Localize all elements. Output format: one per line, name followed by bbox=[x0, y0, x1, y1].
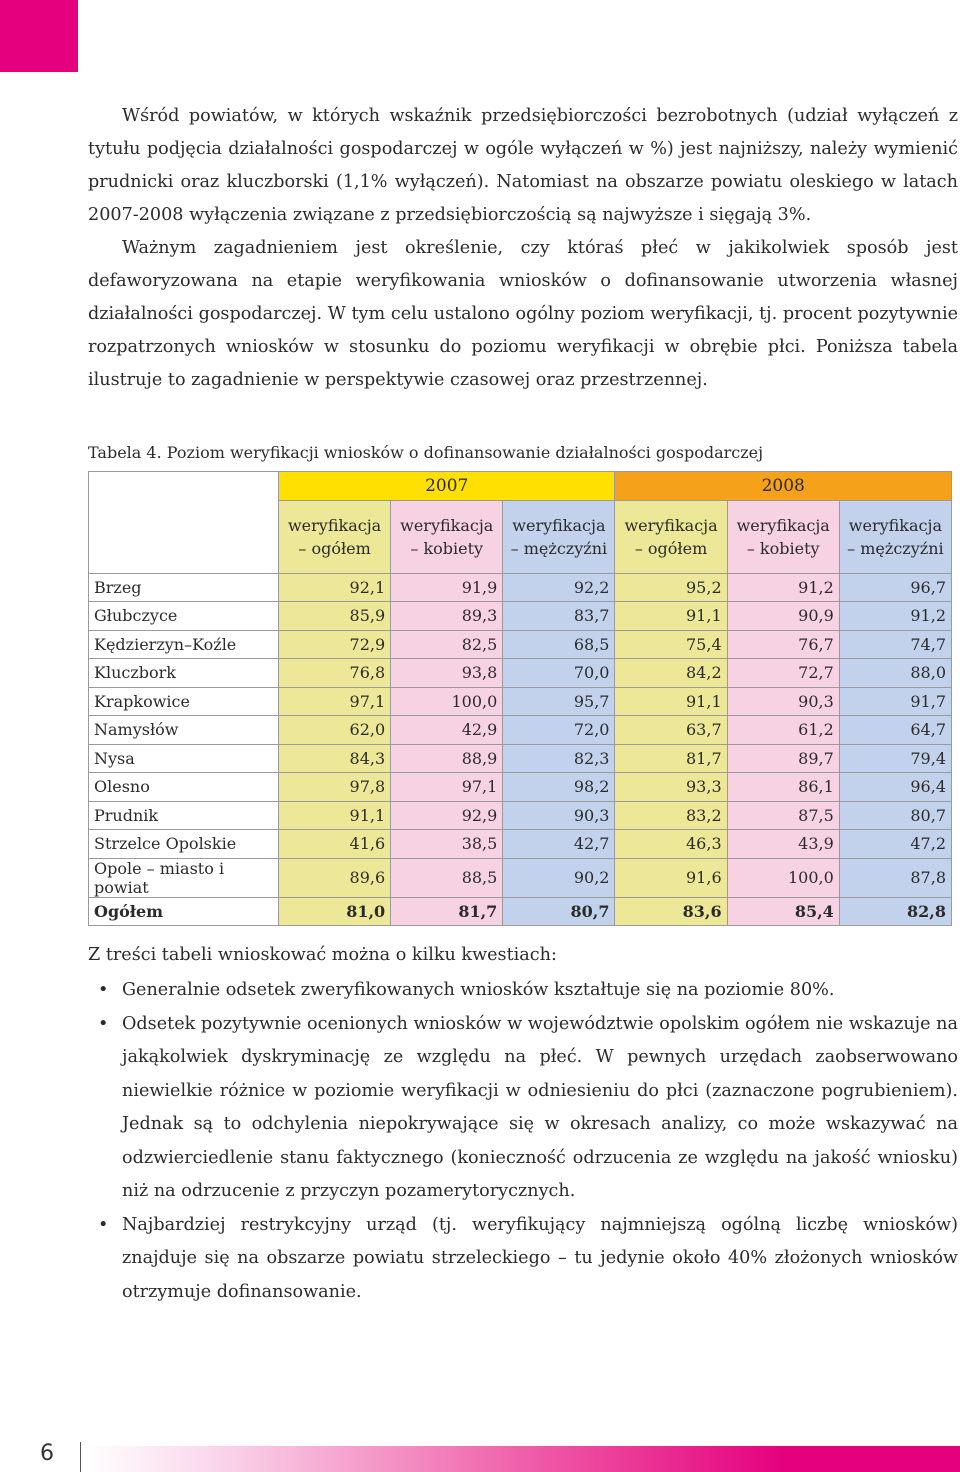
row-label: Nysa bbox=[89, 744, 279, 773]
table-caption-label: Tabela 4. bbox=[88, 443, 162, 462]
col-header-line1: weryfikacja bbox=[848, 515, 942, 535]
table-cell: 83,6 bbox=[615, 897, 727, 926]
table-cell: 97,8 bbox=[279, 773, 391, 802]
table-cell: 42,9 bbox=[391, 716, 503, 745]
col-header-2008-men bbox=[839, 500, 951, 573]
table-cell: 83,2 bbox=[615, 801, 727, 830]
table-row bbox=[89, 858, 952, 897]
table-caption bbox=[88, 440, 763, 466]
table-cell: 91,2 bbox=[839, 602, 951, 631]
intro-text bbox=[88, 100, 958, 397]
table-row bbox=[89, 773, 952, 802]
list-item bbox=[88, 974, 958, 1008]
row-label: Kędzierzyn–Koźle bbox=[89, 630, 279, 659]
table-cell: 93,8 bbox=[391, 659, 503, 688]
col-header-line1: weryfikacja bbox=[736, 515, 830, 535]
year-2008-header: 2008 bbox=[615, 472, 952, 501]
verification-table bbox=[88, 471, 952, 926]
list-item-text: Generalnie odsetek zweryfikowanych wniosków kształtuje się na poziomie 80%. bbox=[122, 980, 835, 1000]
table-cell: 89,3 bbox=[391, 602, 503, 631]
table-row bbox=[89, 687, 952, 716]
table-cell: 93,3 bbox=[615, 773, 727, 802]
table-cell: 62,0 bbox=[279, 716, 391, 745]
table-cell: 97,1 bbox=[391, 773, 503, 802]
table-cell: 84,3 bbox=[279, 744, 391, 773]
list-item bbox=[88, 1209, 958, 1310]
table-cell: 89,7 bbox=[727, 744, 839, 773]
table-cell: 80,7 bbox=[503, 897, 615, 926]
table-cell: 41,6 bbox=[279, 830, 391, 859]
table-cell: 95,7 bbox=[503, 687, 615, 716]
table-cell: 91,1 bbox=[615, 602, 727, 631]
table-row bbox=[89, 630, 952, 659]
table-cell: 88,5 bbox=[391, 858, 503, 897]
table-cell: 87,5 bbox=[727, 801, 839, 830]
table-cell: 81,7 bbox=[391, 897, 503, 926]
col-header-line1: weryfikacja bbox=[624, 515, 718, 535]
table-cell: 46,3 bbox=[615, 830, 727, 859]
table-cell: 96,4 bbox=[839, 773, 951, 802]
table-cell: 80,7 bbox=[839, 801, 951, 830]
table-cell: 43,9 bbox=[727, 830, 839, 859]
col-header-line1: weryfikacja bbox=[512, 515, 606, 535]
table-cell: 98,2 bbox=[503, 773, 615, 802]
table-cell: 89,6 bbox=[279, 858, 391, 897]
table-cell: 76,7 bbox=[727, 630, 839, 659]
summary-lead: Z treści tabeli wnioskować można o kilku kwestiach: bbox=[88, 945, 557, 965]
table-cell: 86,1 bbox=[727, 773, 839, 802]
table-cell: 92,9 bbox=[391, 801, 503, 830]
table-cell: 96,7 bbox=[839, 573, 951, 602]
table-cell: 91,6 bbox=[615, 858, 727, 897]
table-row bbox=[89, 801, 952, 830]
table-cell: 92,2 bbox=[503, 573, 615, 602]
list-item-text: Najbardziej restrykcyjny urząd (tj. weryfikujący najmniejszą ogólną liczbę wniosków) znajduje się na obszarze powiatu strzeleckiego – tu jedynie około 40% złożonych wniosków otrzymuje dofinansowanie. bbox=[122, 1214, 958, 1302]
table-cell: 72,0 bbox=[503, 716, 615, 745]
table-row bbox=[89, 659, 952, 688]
row-label: Głubczyce bbox=[89, 602, 279, 631]
row-label: Ogółem bbox=[89, 897, 279, 926]
table-cell: 97,1 bbox=[279, 687, 391, 716]
table-row bbox=[89, 744, 952, 773]
table-cell: 68,5 bbox=[503, 630, 615, 659]
table-cell: 63,7 bbox=[615, 716, 727, 745]
table-caption-text: Poziom weryfikacji wniosków o dofinansowanie działalności gospodarczej bbox=[166, 443, 764, 462]
table-cell: 82,3 bbox=[503, 744, 615, 773]
footer-divider bbox=[80, 1442, 81, 1472]
row-label: Olesno bbox=[89, 773, 279, 802]
col-header-line2: – mężczyźni bbox=[510, 538, 608, 558]
table-cell: 74,7 bbox=[839, 630, 951, 659]
table-cell: 38,5 bbox=[391, 830, 503, 859]
table-cell: 90,2 bbox=[503, 858, 615, 897]
table-row bbox=[89, 716, 952, 745]
header-corner bbox=[89, 472, 279, 574]
col-header-2007-men bbox=[503, 500, 615, 573]
row-label: Namysłów bbox=[89, 716, 279, 745]
col-header-2008-women bbox=[727, 500, 839, 573]
col-header-2007-women bbox=[391, 500, 503, 573]
col-header-line2: – kobiety bbox=[746, 538, 820, 558]
table-cell: 88,0 bbox=[839, 659, 951, 688]
table-cell: 91,7 bbox=[839, 687, 951, 716]
row-label: Krapkowice bbox=[89, 687, 279, 716]
table-row bbox=[89, 573, 952, 602]
table-cell: 87,8 bbox=[839, 858, 951, 897]
row-label: Opole – miasto i powiat bbox=[89, 858, 279, 897]
year-header-row bbox=[89, 472, 952, 501]
table-cell: 90,9 bbox=[727, 602, 839, 631]
table-cell: 70,0 bbox=[503, 659, 615, 688]
table-cell: 81,0 bbox=[279, 897, 391, 926]
intro-paragraph-1: Wśród powiatów, w których wskaźnik przedsiębiorczości bezrobotnych (udział wyłączeń z tytułu podjęcia działalności gospodarczej w ogóle wyłączeń w %) jest najniższy, należy wymienić prudnicki oraz kluczborski (1,1% wyłączeń). Natomiast na obszarze powiatu oleskiego w latach 2007-2008 wyłączenia związane z przedsiębiorczością są najwyższe i sięgają 3%. bbox=[88, 106, 958, 225]
table-cell: 95,2 bbox=[615, 573, 727, 602]
table-cell: 72,7 bbox=[727, 659, 839, 688]
table-cell: 61,2 bbox=[727, 716, 839, 745]
table-cell: 47,2 bbox=[839, 830, 951, 859]
table-cell: 76,8 bbox=[279, 659, 391, 688]
table-cell: 79,4 bbox=[839, 744, 951, 773]
table-cell: 85,9 bbox=[279, 602, 391, 631]
table-cell: 42,7 bbox=[503, 830, 615, 859]
table-cell: 91,2 bbox=[727, 573, 839, 602]
table-cell: 82,5 bbox=[391, 630, 503, 659]
table-cell: 75,4 bbox=[615, 630, 727, 659]
corner-accent-block bbox=[0, 0, 78, 72]
list-item-text: Odsetek pozytywnie ocenionych wniosków w województwie opolskim ogółem nie wskazuje na jakąkolwiek dyskryminację ze względu na płeć. W pewnych urzędach zaobserwowano niewielkie różnice w poziomie weryfikacji w odniesieniu do płci (zaznaczone pogrubieniem). Jednak są to odchylenia niepokrywające się w okresach analizy, co może wskazywać na odzwierciedlenie stanu faktycznego (konieczność odrzucenia ze względu na jakość wniosku) niż na odrzucenie z przyczyn pozamerytorycznych. bbox=[122, 1013, 958, 1201]
table-row bbox=[89, 897, 952, 926]
row-label: Prudnik bbox=[89, 801, 279, 830]
table-cell: 90,3 bbox=[503, 801, 615, 830]
summary-section bbox=[88, 938, 958, 1309]
table-row bbox=[89, 602, 952, 631]
col-header-line2: – kobiety bbox=[410, 538, 484, 558]
bullet-icon: • bbox=[98, 1013, 109, 1034]
table-cell: 88,9 bbox=[391, 744, 503, 773]
table-cell: 92,1 bbox=[279, 573, 391, 602]
bullet-icon: • bbox=[98, 1214, 109, 1235]
col-header-line2: – ogółem bbox=[298, 538, 371, 558]
table-cell: 84,2 bbox=[615, 659, 727, 688]
table-row bbox=[89, 830, 952, 859]
table-cell: 85,4 bbox=[727, 897, 839, 926]
footer-gradient-bar bbox=[86, 1446, 960, 1472]
table-cell: 91,1 bbox=[279, 801, 391, 830]
table-cell: 82,8 bbox=[839, 897, 951, 926]
bullet-icon: • bbox=[98, 980, 109, 1000]
page-number: 6 bbox=[40, 1441, 54, 1466]
table-cell: 90,3 bbox=[727, 687, 839, 716]
table-cell: 91,9 bbox=[391, 573, 503, 602]
table-cell: 81,7 bbox=[615, 744, 727, 773]
col-header-2007-total bbox=[279, 500, 391, 573]
row-label: Brzeg bbox=[89, 573, 279, 602]
table-cell: 83,7 bbox=[503, 602, 615, 631]
col-header-line2: – mężczyźni bbox=[847, 538, 944, 558]
table-cell: 91,1 bbox=[615, 687, 727, 716]
list-item bbox=[88, 1008, 958, 1209]
year-2007-header: 2007 bbox=[279, 472, 615, 501]
col-header-line2: – ogółem bbox=[634, 538, 708, 558]
row-label: Strzelce Opolskie bbox=[89, 830, 279, 859]
intro-paragraph-2: Ważnym zagadnieniem jest określenie, czy któraś płeć w jakikolwiek sposób jest defaworyzowana na etapie weryfikowania wniosków o dofinansowanie utworzenia własnej działalności gospodarczej. W tym celu ustalono ogólny poziom weryfikacji, tj. procent pozytywnie rozpatrzonych wniosków w stosunku do poziomu weryfikacji w obrębie płci. Poniższa tabela ilustruje to zagadnienie w perspektywie czasowej oraz przestrzennej. bbox=[88, 238, 958, 390]
row-label: Kluczbork bbox=[89, 659, 279, 688]
table-cell: 100,0 bbox=[391, 687, 503, 716]
table-cell: 64,7 bbox=[839, 716, 951, 745]
table-cell: 100,0 bbox=[727, 858, 839, 897]
col-header-line1: weryfikacja bbox=[400, 515, 494, 535]
col-header-2008-total bbox=[615, 500, 727, 573]
summary-list bbox=[88, 974, 958, 1309]
table-cell: 72,9 bbox=[279, 630, 391, 659]
table-body bbox=[89, 573, 952, 926]
col-header-line1: weryfikacja bbox=[287, 515, 382, 535]
